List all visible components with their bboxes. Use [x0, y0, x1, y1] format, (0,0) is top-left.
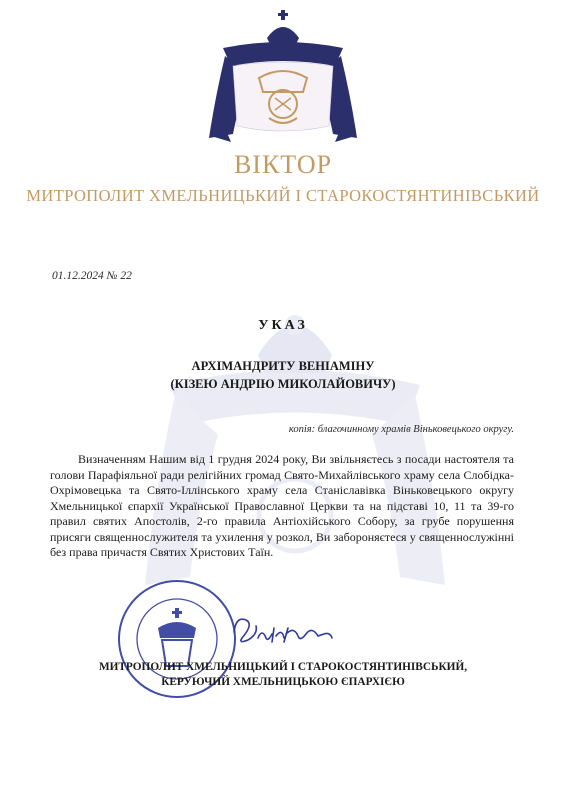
signatory-role: КЕРУЮЧИЙ ХМЕЛЬНИЦЬКОЮ ЄПАРХІЄЮ — [161, 676, 405, 688]
addressee-line-2: (КІЗЕЮ АНДРІЮ МИКОЛАЙОВИЧУ) — [170, 377, 396, 391]
addressee — [0, 357, 566, 393]
metropolitan-crest-icon — [203, 8, 363, 148]
copy-recipient: копія: благочинному храмів Віньковецького округу. — [288, 424, 514, 435]
addressee-line-1: АРХІМАНДРИТУ ВЕНІАМІНУ — [191, 359, 375, 373]
document-type-heading: УКАЗ — [258, 318, 308, 333]
crest-watermark-icon — [130, 285, 460, 615]
letterhead-name: ВІКТОР — [233, 150, 333, 179]
signatory-title: МИТРОПОЛИТ ХМЕЛЬНИЦЬКИЙ І СТАРОКОСТЯНТИНІВСЬКИЙ, — [98, 661, 468, 673]
decree-date-number: 01.12.2024 № 22 — [52, 270, 132, 282]
signature-block — [88, 660, 478, 690]
handwritten-signature — [228, 608, 338, 654]
letterhead-title: МИТРОПОЛИТ ХМЕЛЬНИЦЬКИЙ І СТАРОКОСТЯНТИНІВСЬКИЙ — [26, 186, 540, 205]
decree-body: Визначенням Нашим від 1 грудня 2024 року, Ви звільняєтесь з посади настоятеля та голови Парафіяльної ради релігійних громад Свято-Михайлівського храму села Слобідка-Охрімовецька та Свято-Іллінського храму села Станіславівка Віньковецького округу Хмельницької єпархії Української Православної Церкви та на підставі 10, 11 та 39-го правил святих Апостолів, 2-го правила Антіохійського Собору, за грубе порушення присяги священнослужителя та ухилення у розкол, Ви забороняєтеся у священнослужінні без права причастя Святих Христових Таїн. — [50, 452, 514, 559]
